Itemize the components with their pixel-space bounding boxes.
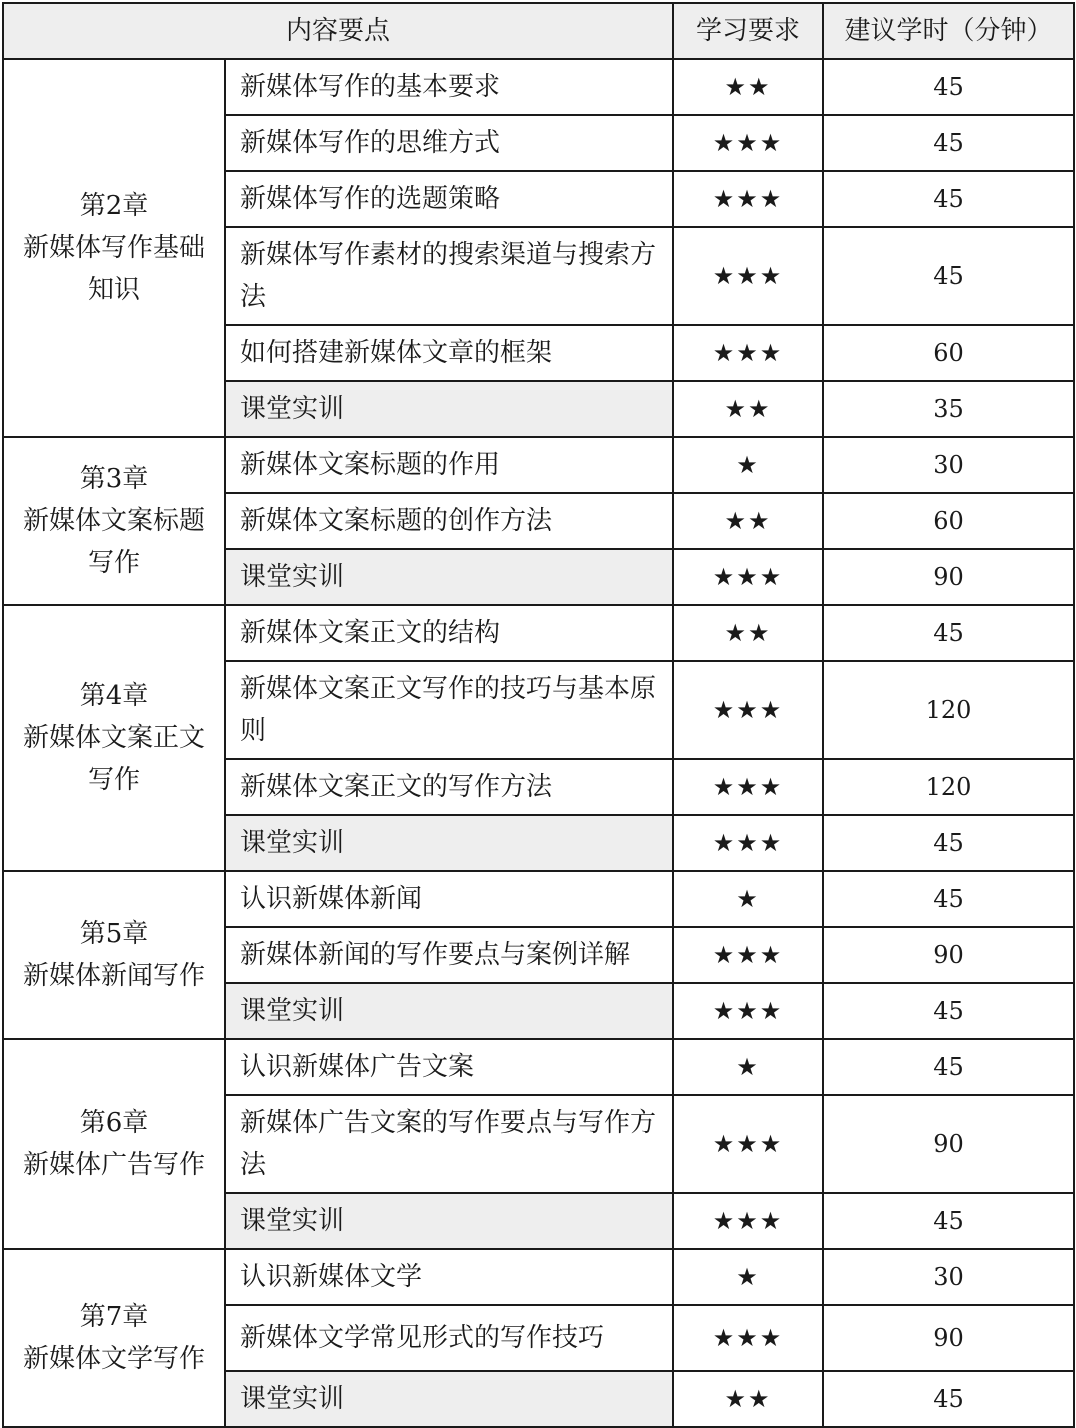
minutes-cell: 45 (823, 983, 1074, 1039)
topic-cell: 课堂实训 (225, 1371, 673, 1427)
minutes-cell: 120 (823, 759, 1074, 815)
requirement-stars: ★★ (673, 59, 823, 115)
chapter-number: 第4章 (79, 681, 149, 711)
minutes-cell: 45 (823, 1371, 1074, 1427)
chapter-cell (3, 1249, 225, 1427)
topic-cell: 课堂实训 (225, 549, 673, 605)
requirement-stars: ★ (673, 1249, 823, 1305)
requirement-stars: ★★ (673, 605, 823, 661)
chapter-title-line: 知识 (87, 275, 140, 305)
topic-cell: 新媒体文案标题的创作方法 (225, 493, 673, 549)
requirement-stars: ★★★ (673, 1193, 823, 1249)
topic-cell: 认识新媒体广告文案 (225, 1039, 673, 1095)
minutes-cell: 60 (823, 325, 1074, 381)
topic-cell: 新媒体文案正文写作的技巧与基本原则 (225, 661, 673, 759)
minutes-cell: 35 (823, 381, 1074, 437)
topic-cell: 认识新媒体新闻 (225, 871, 673, 927)
chapter-title-line: 新媒体广告写作 (22, 1150, 205, 1180)
minutes-cell: 45 (823, 605, 1074, 661)
chapter-number: 第2章 (79, 191, 149, 221)
requirement-stars: ★ (673, 871, 823, 927)
requirement-stars: ★★★ (673, 983, 823, 1039)
chapter-title-line: 新媒体文学写作 (22, 1344, 205, 1374)
chapter-title-line: 新媒体文案正文 (22, 723, 205, 753)
topic-cell: 新媒体写作的选题策略 (225, 171, 673, 227)
minutes-cell: 45 (823, 1039, 1074, 1095)
header-content: 内容要点 (3, 3, 673, 59)
chapter-number: 第6章 (79, 1108, 149, 1138)
topic-cell: 新媒体新闻的写作要点与案例详解 (225, 927, 673, 983)
topic-cell: 新媒体写作素材的搜索渠道与搜索方法 (225, 227, 673, 325)
topic-cell: 新媒体写作的思维方式 (225, 115, 673, 171)
topic-cell: 新媒体文案正文的写作方法 (225, 759, 673, 815)
requirement-stars: ★★★ (673, 1095, 823, 1193)
minutes-cell: 45 (823, 115, 1074, 171)
topic-cell: 新媒体写作的基本要求 (225, 59, 673, 115)
chapter-cell (3, 437, 225, 605)
header-requirement: 学习要求 (673, 3, 823, 59)
chapter-cell (3, 59, 225, 437)
minutes-cell: 45 (823, 227, 1074, 325)
chapter-number: 第5章 (79, 919, 149, 949)
minutes-cell: 45 (823, 815, 1074, 871)
requirement-stars: ★★★ (673, 661, 823, 759)
table-row (3, 59, 1074, 115)
topic-cell: 如何搭建新媒体文章的框架 (225, 325, 673, 381)
topic-cell: 课堂实训 (225, 381, 673, 437)
requirement-stars: ★★★ (673, 759, 823, 815)
minutes-cell: 45 (823, 1193, 1074, 1249)
minutes-cell: 120 (823, 661, 1074, 759)
table-row (3, 437, 1074, 493)
topic-cell: 课堂实训 (225, 815, 673, 871)
table-body (3, 59, 1074, 1427)
requirement-stars: ★ (673, 437, 823, 493)
minutes-cell: 90 (823, 1305, 1074, 1371)
table-row (3, 1249, 1074, 1305)
chapter-title-line: 新媒体写作基础 (22, 233, 205, 263)
chapter-cell (3, 605, 225, 871)
requirement-stars: ★★ (673, 493, 823, 549)
chapter-title-line: 新媒体新闻写作 (22, 961, 205, 991)
topic-cell: 认识新媒体文学 (225, 1249, 673, 1305)
requirement-stars: ★★★ (673, 549, 823, 605)
header-time: 建议学时（分钟） (823, 3, 1074, 59)
requirement-stars: ★★★ (673, 171, 823, 227)
chapter-number: 第7章 (79, 1302, 149, 1332)
topic-cell: 新媒体文案标题的作用 (225, 437, 673, 493)
syllabus-table (2, 2, 1075, 1428)
table-row (3, 1039, 1074, 1095)
chapter-number: 第3章 (79, 464, 149, 494)
requirement-stars: ★★★ (673, 815, 823, 871)
minutes-cell: 45 (823, 59, 1074, 115)
chapter-cell (3, 871, 225, 1039)
chapter-title-line: 写作 (87, 548, 140, 578)
requirement-stars: ★★★ (673, 1305, 823, 1371)
requirement-stars: ★★ (673, 381, 823, 437)
minutes-cell: 30 (823, 1249, 1074, 1305)
topic-cell: 课堂实训 (225, 983, 673, 1039)
chapter-cell (3, 1039, 225, 1249)
topic-cell: 新媒体广告文案的写作要点与写作方法 (225, 1095, 673, 1193)
requirement-stars: ★★★ (673, 325, 823, 381)
minutes-cell: 90 (823, 927, 1074, 983)
requirement-stars: ★ (673, 1039, 823, 1095)
requirement-stars: ★★★ (673, 227, 823, 325)
minutes-cell: 30 (823, 437, 1074, 493)
topic-cell: 新媒体文学常见形式的写作技巧 (225, 1305, 673, 1371)
minutes-cell: 90 (823, 1095, 1074, 1193)
chapter-title-line: 新媒体文案标题 (22, 506, 205, 536)
header-row (3, 3, 1074, 59)
topic-cell: 课堂实训 (225, 1193, 673, 1249)
requirement-stars: ★★ (673, 1371, 823, 1427)
requirement-stars: ★★★ (673, 115, 823, 171)
table-row (3, 605, 1074, 661)
table-row (3, 871, 1074, 927)
minutes-cell: 45 (823, 871, 1074, 927)
minutes-cell: 90 (823, 549, 1074, 605)
minutes-cell: 45 (823, 171, 1074, 227)
chapter-title-line: 写作 (87, 765, 140, 795)
minutes-cell: 60 (823, 493, 1074, 549)
requirement-stars: ★★★ (673, 927, 823, 983)
topic-cell: 新媒体文案正文的结构 (225, 605, 673, 661)
